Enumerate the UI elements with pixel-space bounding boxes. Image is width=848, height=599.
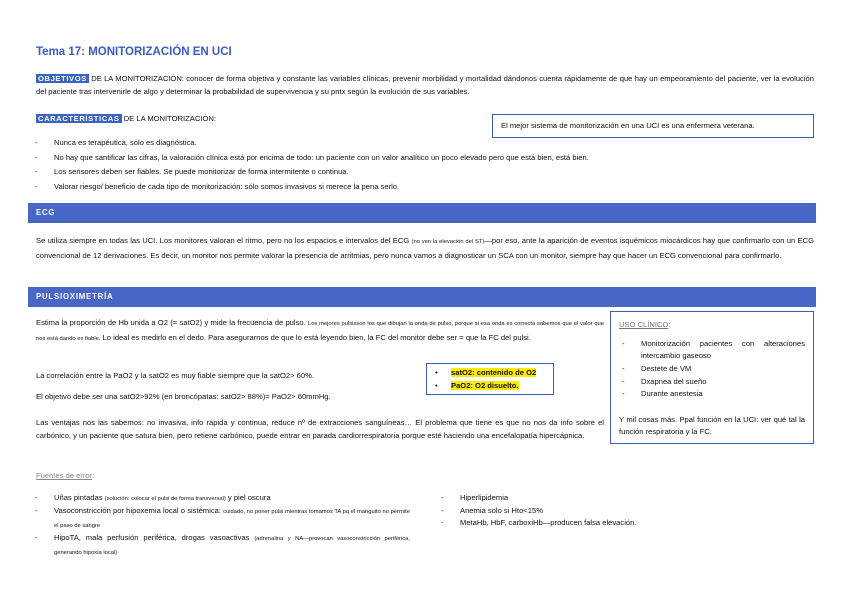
fuentes-colon: : [92, 471, 95, 480]
list-item: - Hiperlipidemia [438, 492, 816, 505]
caracteristicas-heading [36, 112, 216, 125]
uso-clinico-colon: : [668, 320, 671, 329]
pulsi-p1a: Estima la proporción de Hb unida a O2 (= satO2) y mide la frecuencia de pulso. [36, 318, 308, 327]
ecg-text-1: Se utiliza siempre en todas las UCI. Los monitores valoran el ritmo, pero no los espacios e intervalos del ECG [36, 236, 412, 245]
fuentes-title: Fuentes de error [36, 471, 93, 480]
list-item [32, 505, 410, 532]
list-item: - Valorar riesgo/ beneficio de cada tipo de monitorización: sólo somos invasivos si merece la pena serlo. [32, 180, 732, 195]
uso-clinico-box [610, 311, 814, 444]
pulsi-paragraph-3: El objetivo debe ser una satO2>92% (en broncópatas: satO2> 88%)= PaO2> 60mmHg. [36, 392, 331, 401]
callout-text: El mejor sistema de monitorización en una UCI es una enfermera veterana. [501, 121, 755, 130]
pulsioximetria-header: PULSIOXIMETRÍA [28, 287, 816, 307]
objetivos-text: DE LA MONITORIZACIÓN: conocer de forma objetiva y constante las variables clínicas, prevenir morbilidad y mortalidad dándonos cuenta rápidamente de que hay un empeoramiento del paciente, ver la evolución del paciente tras intervenirle de algo y determinar la probabilidad de supervivencia y su pntx según la evolución de sus variables. [36, 74, 814, 96]
list-item: - Monitorización pacientes con alteraciones intercambio gaseoso [619, 338, 805, 363]
fuente-tail: y piel oscura [225, 493, 271, 502]
list-item: - Nunca es terapéutica, solo es diagnóstica. [32, 136, 732, 151]
uso-clinico-title: USO CLÍNICO [619, 320, 669, 329]
fuentes-heading [36, 469, 94, 482]
objetivos-label: OBJETIVOS [38, 74, 87, 83]
legend-item [427, 380, 553, 393]
page-title: Tema 17: MONITORIZACIÓN EN UCI [36, 46, 232, 58]
uso-clinico-note: Y mil cosas más. Ppal función en la UCI: ver qué tal la función respiratoria y la FC. [619, 414, 805, 436]
fuente-main: HipoTA, mala perfusión periférica, drogas vasoactivas [54, 533, 255, 542]
list-item: - MetaHb, HbF, carboxiHb—producen falsa elevación. [438, 517, 816, 530]
list-item: - Durante anestesia [619, 388, 805, 401]
legend-sat: satO2: contenido de O2 [451, 368, 537, 377]
list-item [32, 492, 410, 505]
list-item: - Dxapnea del sueño [619, 376, 805, 389]
ecg-text-2: —por eso, ante la aparición de eventos isquémicos miocárdicos hay que confirmarlo con un ECG convencional de 12 derivaciones. Es decir, un monitor nos permite valorar la presencia de arritmias, pero nunca vamos a diagnosticar un SCA con un monitor, siempre hay que hacer un ECG convencional para confirmarlo. [36, 236, 814, 260]
pulsi-p1b: Lo ideal es medirlo en el dedo. Para asegurarnos de que lo está leyendo bien, la FC del monitor debe ser = que la FC del pulsi. [100, 333, 531, 342]
uso-clinico-heading [619, 318, 805, 331]
fuente-small: (solución: colocar el pulsi de forma transversal) [104, 496, 226, 502]
callout-box [492, 114, 814, 138]
fuente-main: Vasoconstricción por hipoxemia local o sistémica: [54, 506, 224, 515]
fuentes-right-list [438, 492, 816, 530]
fuentes-left-list [32, 492, 410, 559]
pulsi-paragraph-2: La correlación entre la PaO2 y la satO2 es muy fiable siempre que la satO2> 60%. [36, 371, 314, 380]
caracteristicas-list [32, 136, 732, 194]
list-item: - No hay que santificar las cifras, la valoración clínica está por encima de todo: un paciente con un valor analítico un poco elevado pero que está bien, está bien. [32, 151, 732, 166]
objetivos-paragraph [36, 72, 814, 98]
caracteristicas-label: CARACTERÍSTICAS [38, 114, 120, 123]
fuente-small: cuidado, no poner pulsi mientras tomamos TA pq el manguito no permite el paso de sangre [54, 509, 410, 529]
pulsi-paragraph-4: Las ventajas nos las sabemos: no invasiva, info rápida y continua, reduce nº de extracciones sanguíneas… El problema que tiene es que no nos da info sobre el carbónico, y un paciente que satura bien, pero retiene carbónico, puede entrar en parada cardiorrespiratoria porque esté haciendo una encefalopatía hipercápnica. [36, 418, 604, 440]
legend-pao2: PaO2: O2 disuelto. [451, 380, 519, 390]
uso-clinico-list [619, 338, 805, 401]
ecg-paragraph [36, 234, 814, 262]
legend-item [427, 367, 553, 380]
ecg-small: (no ven la elevación del ST) [411, 239, 485, 245]
fuente-small: (adrenalina y NA—provocan vasoconstricción periférica, generando hipoxia local) [54, 536, 410, 556]
legend-box [426, 363, 554, 395]
list-item [32, 532, 410, 559]
caracteristicas-text: DE LA MONITORIZACIÓN: [121, 114, 216, 123]
list-item: - Destete de VM [619, 363, 805, 376]
pulsi-paragraph-1 [36, 316, 604, 346]
list-item: - Los sensores deben ser fiables. Se puede monitorizar de forma intermitente o continua. [32, 165, 732, 180]
pulsi-p1-small: Los mejores pulsisson los que dibujan la onda de pulso, porque si esa onda es correcta sabemos que el valor que nos está dando es fiable. [36, 321, 604, 342]
ecg-header: ECG [28, 203, 816, 223]
legend-list [427, 367, 553, 392]
fuente-main: Uñas pintadas [54, 493, 105, 502]
list-item: - Anemia solo si Hto<15% [438, 505, 816, 518]
